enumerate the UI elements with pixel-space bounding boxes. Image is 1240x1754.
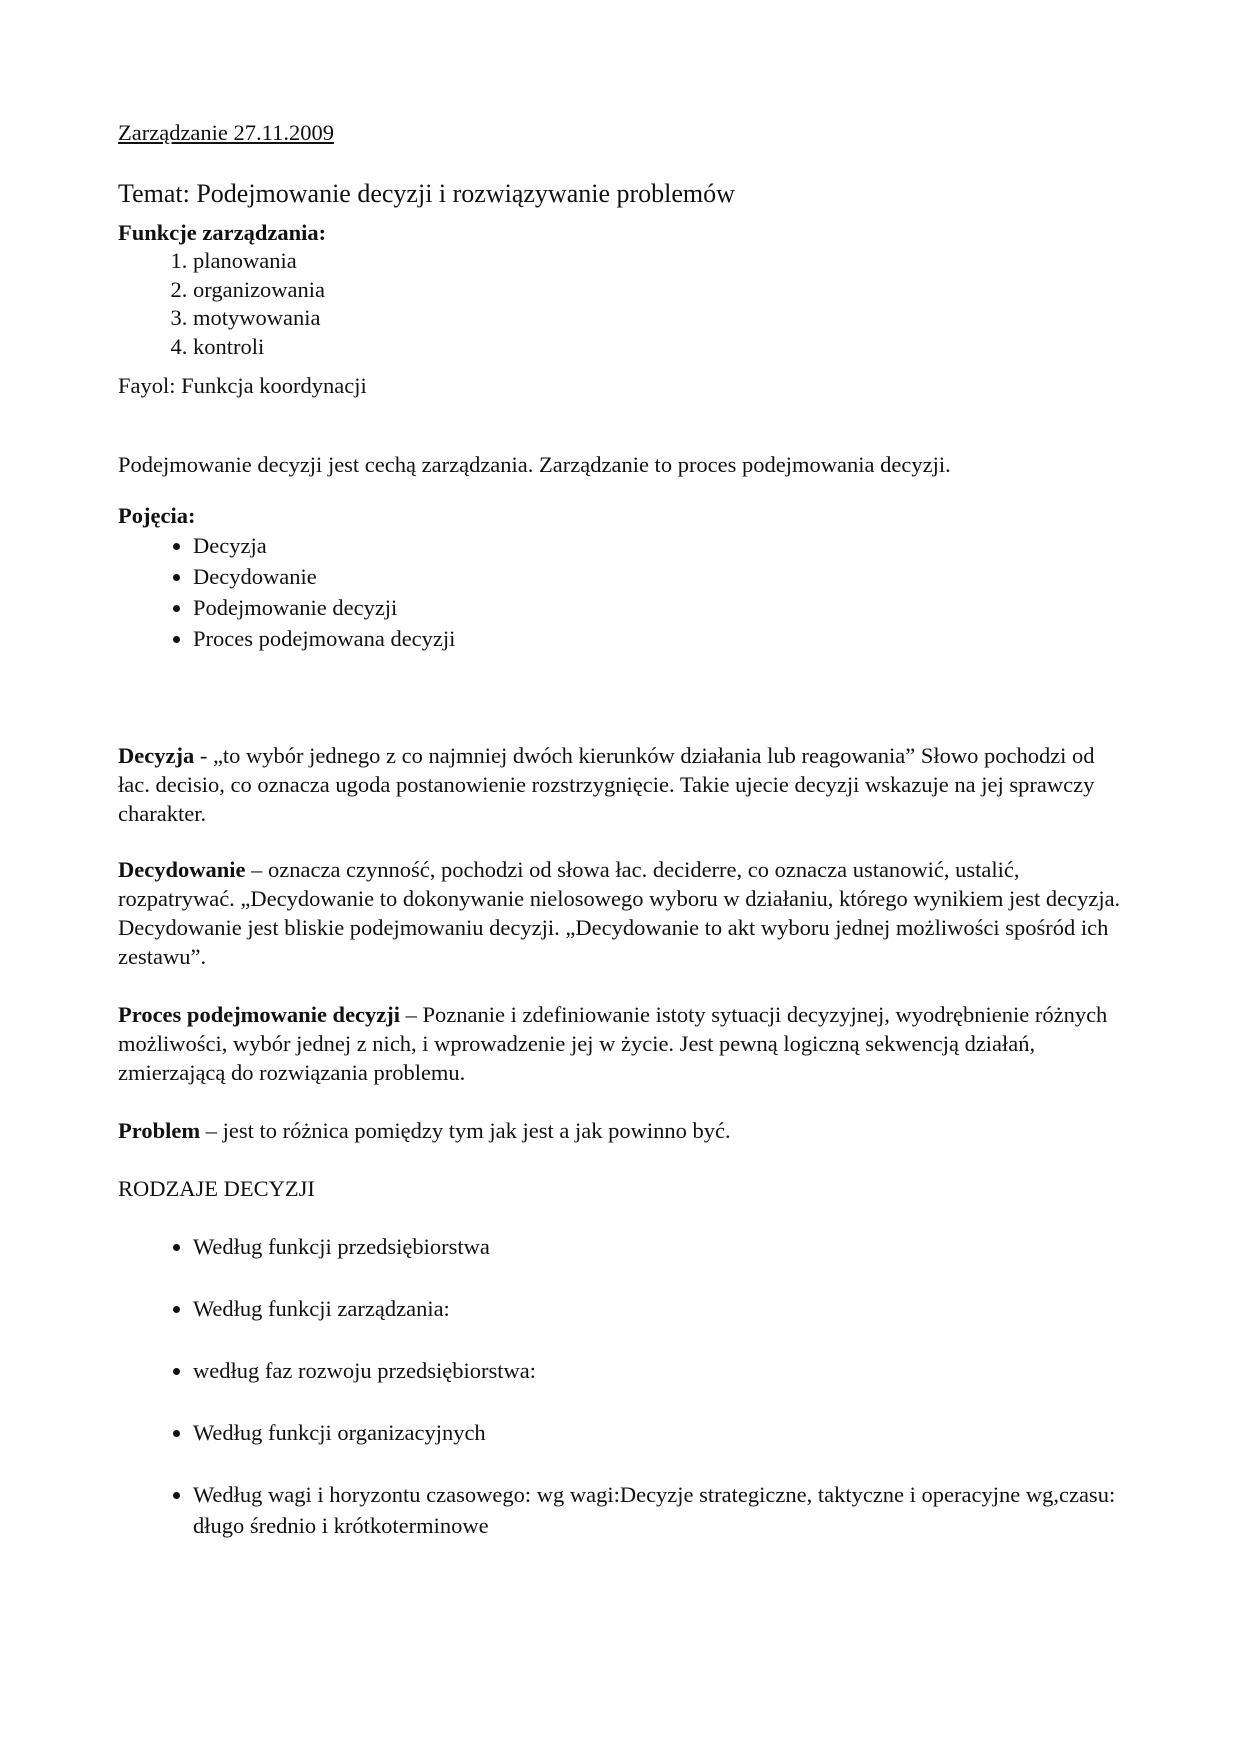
list-item: • Według wagi i horyzontu czasowego: wg wagi:Decyzje strategiczne, taktyczne i operacyjne wg,czasu: długo średnio i krótkoterminowe	[193, 1479, 1128, 1541]
definition-term: Decydowanie	[118, 857, 246, 882]
list-item: • Podejmowanie decyzji	[193, 592, 1128, 623]
definition-term: Decyzja	[118, 743, 195, 768]
list-item: • Według funkcji przedsiębiorstwa	[193, 1231, 1128, 1262]
functions-section	[118, 218, 1128, 361]
list-item: • Proces podejmowana decyzji	[193, 623, 1128, 654]
date-line: Zarządzanie 27.11.2009	[118, 120, 334, 145]
list-item: • Decydowanie	[193, 561, 1128, 592]
topic-line: Temat: Podejmowanie decyzji i rozwiązywanie problemów	[118, 179, 735, 208]
list-item: 4. kontroli	[193, 333, 1128, 362]
definition-text: - „to wybór jednego z co najmniej dwóch kierunków działania lub reagowania” Słowo pochodzi od łac. decisio, co oznacza ugoda postanowienie rozstrzygnięcie. Takie ujecie decyzji wskazuje na jej sprawczy charakter.	[118, 743, 1095, 826]
concepts-heading: Pojęcia:	[118, 503, 196, 528]
decision-types-heading: RODZAJE DECYZJI	[118, 1176, 315, 1201]
definition-decyzja	[118, 741, 1128, 828]
functions-list	[118, 247, 1128, 361]
list-item: • Według funkcji zarządzania:	[193, 1293, 1128, 1324]
definition-text: – jest to różnica pomiędzy tym jak jest a jak powinno być.	[200, 1118, 731, 1143]
concepts-list	[118, 530, 1128, 654]
functions-heading: Funkcje zarządzania:	[118, 220, 327, 245]
definition-term: Problem	[118, 1118, 201, 1143]
list-item: 1. planowania	[193, 247, 1128, 276]
intro-paragraph: Podejmowanie decyzji jest cechą zarządzania. Zarządzanie to proces podejmowania decyzji.	[118, 452, 951, 477]
definition-problem	[118, 1116, 1128, 1145]
definition-proces	[118, 1000, 1128, 1087]
list-item: • według faz rozwoju przedsiębiorstwa:	[193, 1355, 1128, 1386]
list-item: 3. motywowania	[193, 304, 1128, 333]
definition-text: – Poznanie i zdefiniowanie istoty sytuacji decyzyjnej, wyodrębnienie różnych możliwości, wybór jednej z nich, i wprowadzenie jej w życie. Jest pewną logiczną sekwencją działań, zmierzającą do rozwiązania problemu.	[118, 1002, 1108, 1085]
definition-text: – oznacza czynność, pochodzi od słowa łac. deciderre, co oznacza ustanowić, ustalić, rozpatrywać. „Decydowanie to dokonywanie nielosowego wyboru w działaniu, którego wynikiem jest decyzja. Decydowanie jest bliskie podejmowaniu decyzji. „Decydowanie to akt wyboru jednej możliwości spośród ich zestawu”.	[118, 857, 1121, 969]
definition-decydowanie	[118, 855, 1128, 971]
list-item: • Według funkcji organizacyjnych	[193, 1417, 1128, 1448]
definition-term: Proces podejmowanie decyzji	[118, 1002, 401, 1027]
list-item: 2. organizowania	[193, 276, 1128, 305]
fayol-line: Fayol: Funkcja koordynacji	[118, 373, 367, 398]
list-item: • Decyzja	[193, 530, 1128, 561]
concepts-section	[118, 501, 1128, 654]
decision-types-list	[118, 1231, 1128, 1541]
decision-types-section	[118, 1231, 1128, 1541]
